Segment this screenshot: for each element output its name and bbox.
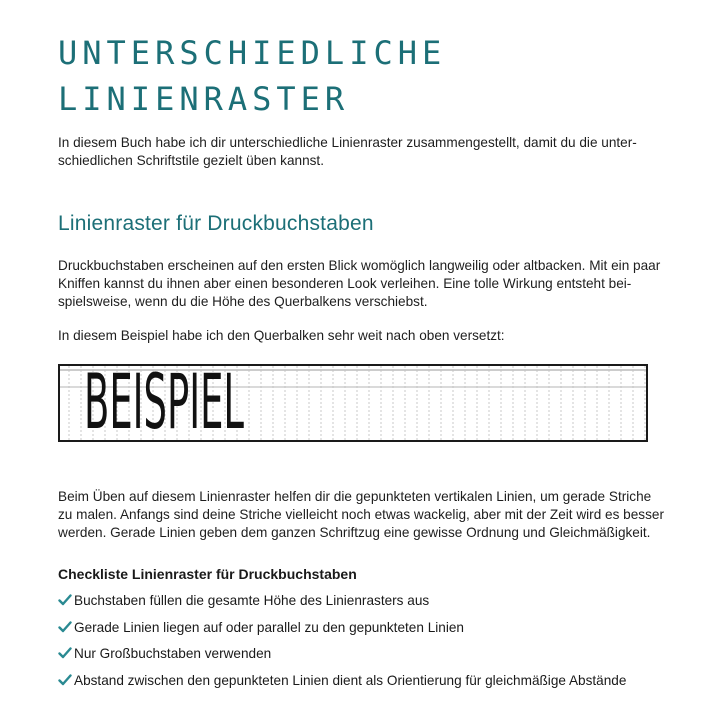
intro-line-1: In diesem Buch habe ich dir unterschiedliche Linienraster zusammengestellt, damit du die unter- [58, 135, 637, 150]
checklist-item [58, 645, 678, 672]
body-line-3: spielsweise, wenn du die Höhe des Querbalkens verschiebst. [58, 294, 428, 309]
checklist-item [58, 619, 678, 646]
practice-paragraph [58, 488, 662, 542]
checkmark-icon [58, 593, 72, 607]
page-title-line-1: UNTERSCHIEDLICHE [58, 34, 447, 72]
checkmark-icon [58, 620, 72, 634]
checklist [58, 592, 678, 698]
practice-line-2: zu malen. Anfangs sind deine Striche vielleicht noch etwas wackelig, aber mit der Zeit wird es besser [58, 507, 664, 522]
checklist-item [58, 672, 678, 699]
checklist-item [58, 592, 678, 619]
practice-line-1: Beim Üben auf diesem Linienraster helfen dir die gepunkteten vertikalen Linien, um gerade Striche [58, 489, 652, 504]
example-intro-paragraph: In diesem Beispiel habe ich den Querbalken sehr weit nach oben versetzt: [58, 328, 505, 343]
checklist-item-label: Buchstaben füllen die gesamte Höhe des Linienrasters aus [74, 593, 430, 608]
handwriting-line-grid [58, 364, 648, 442]
section-body-paragraph [58, 257, 662, 311]
example-word: BEISPIEL [84, 366, 245, 440]
checklist-item-label: Nur Großbuchstaben verwenden [74, 646, 272, 661]
body-line-1: Druckbuchstaben erscheinen auf den ersten Blick womöglich langweilig oder altbacken. Mit ein paar [58, 258, 661, 273]
checkmark-icon [58, 646, 72, 660]
intro-paragraph [58, 134, 662, 170]
body-line-2: Kniffen kannst du ihnen aber einen besonderen Look verleihen. Eine tolle Wirkung entsteht bei- [58, 276, 632, 291]
page-title [58, 30, 446, 122]
page-title-line-2: LINIENRASTER [58, 80, 350, 118]
practice-line-3: werden. Gerade Linien geben dem ganzen Schriftzug eine gewisse Ordnung und Gleichmäßigkeit. [58, 525, 651, 540]
intro-line-2: schiedlichen Schriftstile gezielt üben kannst. [58, 153, 324, 168]
checklist-item-label: Abstand zwischen den gepunkteten Linien dient als Orientierung für gleichmäßige Abstände [74, 672, 627, 688]
checklist-heading: Checkliste Linienraster für Druckbuchstaben [58, 566, 357, 582]
checklist-item-label: Gerade Linien liegen auf oder parallel zu den gepunkteten Linien [74, 619, 464, 635]
checkmark-icon [58, 673, 72, 687]
section-heading: Linienraster für Druckbuchstaben [58, 212, 374, 235]
line-grid-drawing [60, 366, 646, 440]
